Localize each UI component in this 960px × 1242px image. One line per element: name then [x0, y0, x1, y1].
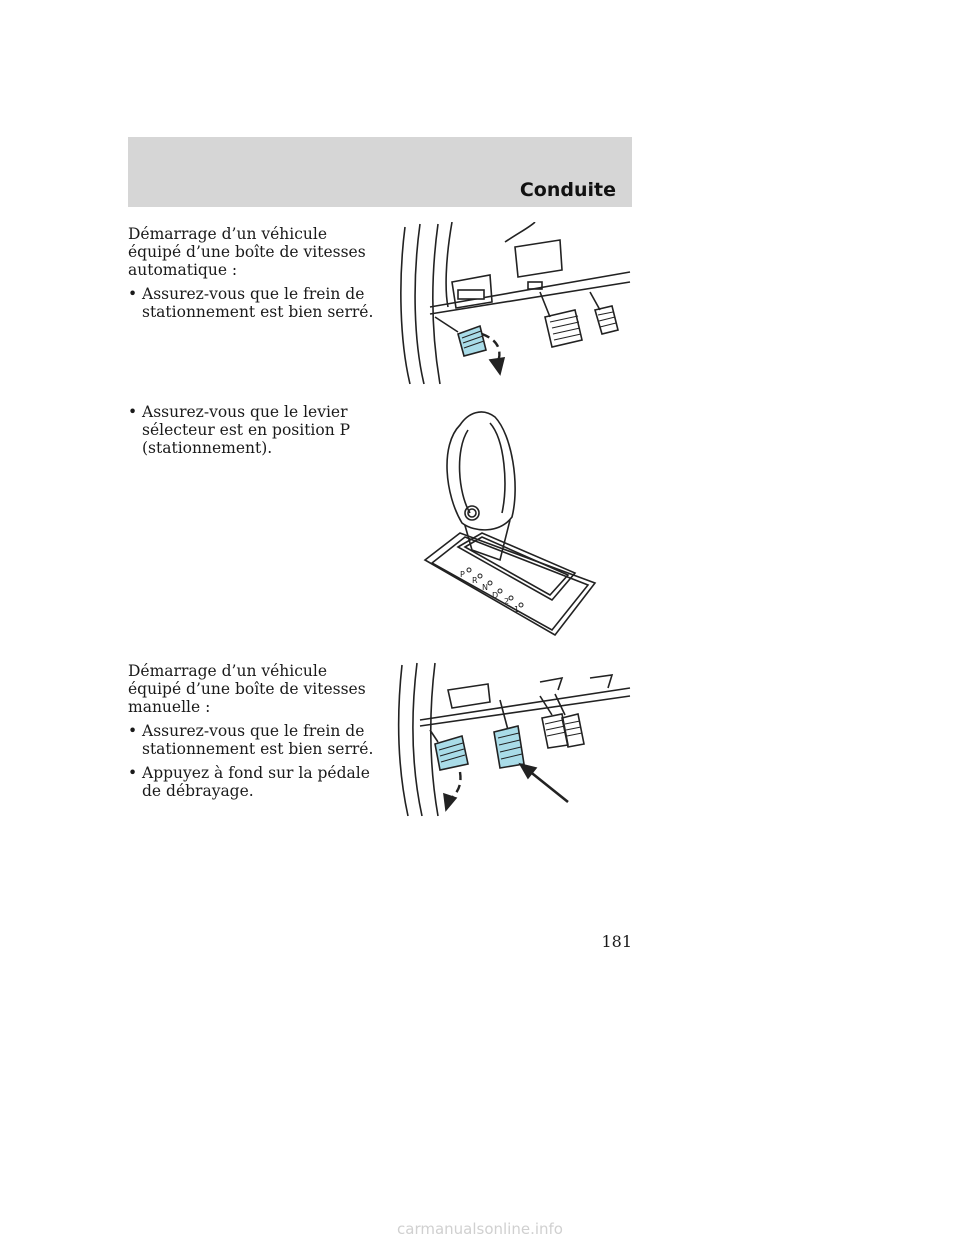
gear-label-1: 1 — [514, 605, 520, 614]
auto-intro-block — [128, 225, 378, 327]
gear-label-2: 2 — [504, 597, 510, 606]
auto-bullet-block — [128, 403, 378, 463]
watermark: carmanualsonline.info — [397, 1220, 563, 1238]
header-band — [128, 137, 632, 207]
clutch-pedal-illustration — [390, 660, 640, 818]
manual-bullet-clutch: • Appuyez à fond sur la pédale de débrayage. — [128, 764, 378, 800]
manual-bullet-parking-brake: • Assurez-vous que le frein de stationnement est bien serré. — [128, 722, 378, 758]
manual-intro: Démarrage d’un véhicule équipé d’une boîte de vitesses manuelle : — [128, 662, 366, 716]
auto-bullet-selector-park: • Assurez-vous que le levier sélecteur est en position P (stationnement). — [128, 403, 378, 457]
page-number: 181 — [601, 932, 632, 951]
auto-intro: Démarrage d’un véhicule équipé d’une boîte de vitesses automatique : — [128, 225, 366, 279]
gear-label-p: P — [460, 570, 465, 579]
clutch-push-arrow-line — [528, 770, 568, 802]
gear-label-d: D — [492, 591, 499, 600]
push-arrow-icon — [490, 358, 504, 374]
parking-brake-pedal — [458, 326, 486, 356]
gear-label-n: N — [482, 583, 488, 592]
page-title: Conduite — [519, 179, 616, 201]
release-arrow-icon — [444, 794, 456, 810]
parking-brake-pedal-illustration — [390, 222, 640, 387]
manual-intro-block — [128, 662, 378, 806]
gear-selector-illustration — [420, 405, 605, 645]
auto-bullet-parking-brake: • Assurez-vous que le frein de stationnement est bien serré. — [128, 285, 378, 321]
gear-label-r: R — [472, 576, 478, 585]
